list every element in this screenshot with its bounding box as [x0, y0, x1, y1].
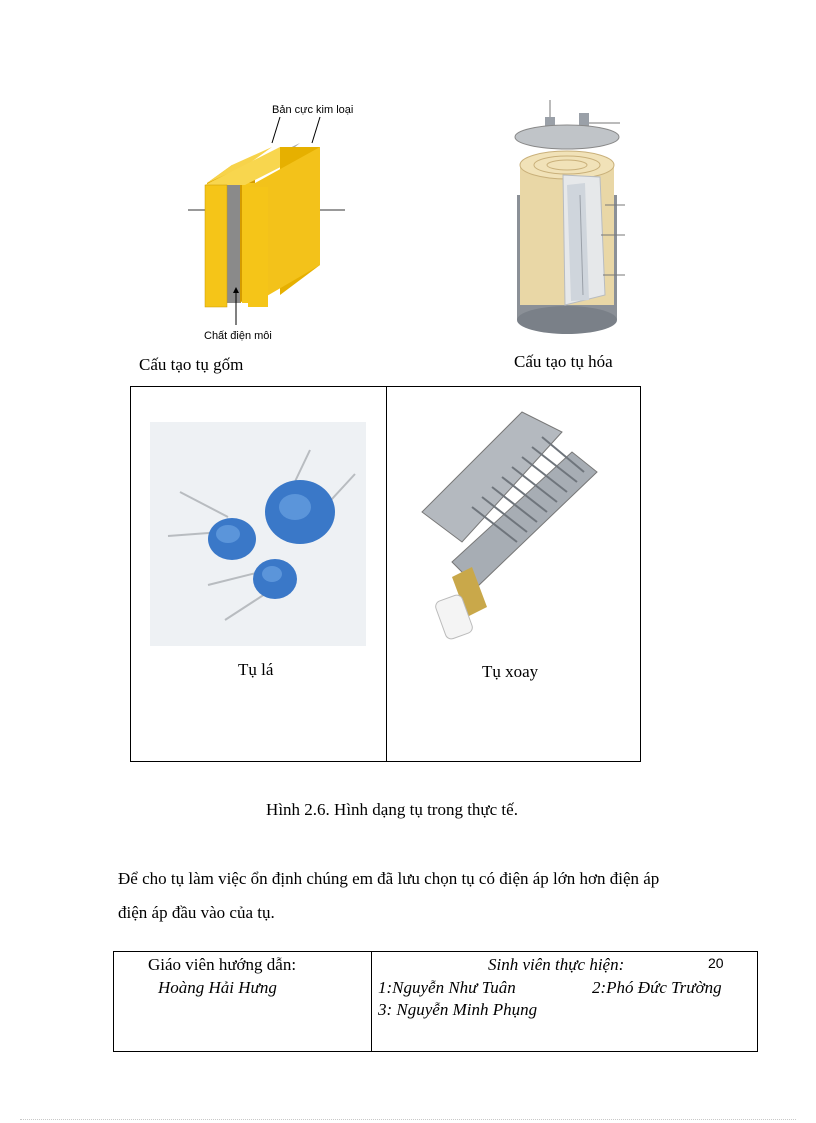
advisor-heading: Giáo viên hướng dẫn: [148, 955, 297, 974]
variable-capacitor-photo [412, 392, 612, 642]
disc-capacitor-caption: Tụ lá [238, 660, 274, 679]
student-2: 2:Phó Đức Trường [592, 978, 722, 997]
ceramic-caption: Cấu tạo tụ gốm [139, 355, 244, 374]
paragraph-line-1: Để cho tụ làm việc ổn định chúng em đã lưu chọn tụ có điện áp lớn hơn điện áp [118, 869, 660, 888]
student-3: 3: Nguyễn Minh Phụng [378, 1000, 538, 1019]
disc-capacitor-photo [150, 422, 366, 646]
figure-caption: Hình 2.6. Hình dạng tụ trong thực tế. [266, 800, 518, 819]
paragraph-line-2: điện áp đầu vào của tụ. [118, 903, 275, 922]
ceramic-dielectric-label: Chất điện môi [204, 330, 272, 342]
electrolytic-capacitor-diagram [505, 95, 635, 340]
variable-capacitor-caption: Tụ xoay [482, 662, 539, 681]
ceramic-capacitor-diagram [180, 95, 380, 355]
page-number: 20 [708, 955, 724, 971]
advisor-name: Hoàng Hải Hưng [158, 978, 277, 997]
page-bottom-border [20, 1119, 796, 1120]
students-heading: Sinh viên thực hiện: [488, 955, 625, 974]
ceramic-plate-label: Bản cực kim loại [272, 104, 354, 116]
student-1: 1:Nguyễn Như Tuân [378, 978, 516, 997]
footer-divider [371, 952, 372, 1051]
electrolytic-caption: Cấu tạo tụ hóa [514, 352, 613, 371]
table-divider [386, 387, 387, 761]
